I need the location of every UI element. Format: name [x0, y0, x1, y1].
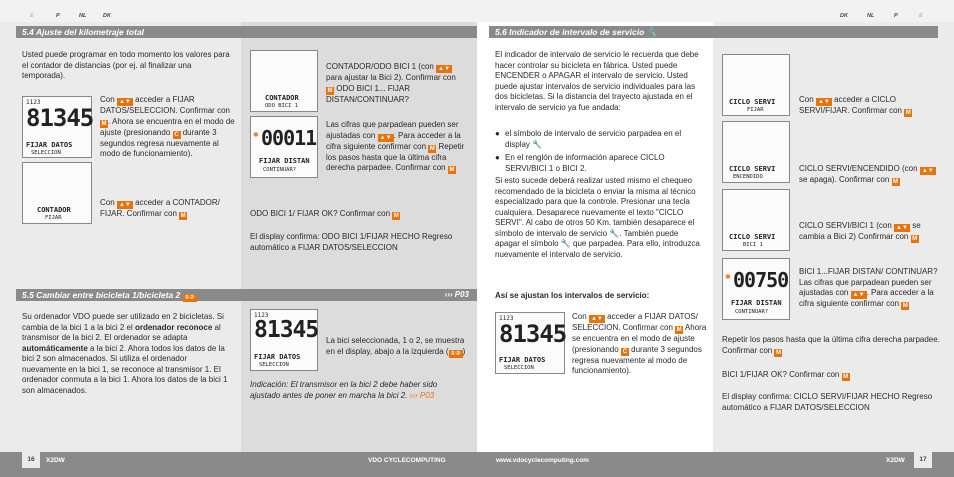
up-down-key-icon: ▲▼ — [816, 98, 832, 106]
up-down-key-icon: ▲▼ — [894, 224, 910, 232]
lcd-display: ✱ 00750 FIJAR DISTAN CONTINUAR? — [722, 258, 790, 320]
model-name: X2DW — [46, 457, 65, 464]
page-number: 17 — [914, 452, 932, 468]
m-key-icon: M — [912, 236, 918, 242]
lcd-display: 1123 81345 FIJAR DATOS SELECCION — [495, 312, 565, 374]
blink-indicator-icon: ✱ — [725, 274, 731, 281]
step-text: Con ▲▼ acceder a CONTADOR/ FIJAR. Confirmar con M — [100, 198, 220, 219]
lang-tab: P — [894, 13, 898, 19]
bike-select-key-icon: ①② — [450, 350, 461, 357]
model-name: X2DW — [886, 457, 905, 464]
lcd-display: CICLO SERVI BICI 1 — [722, 189, 790, 251]
lang-tab: P — [56, 13, 60, 19]
lang-tab: DK — [840, 13, 848, 19]
up-down-key-icon: ▲▼ — [378, 134, 394, 142]
lcd-display: CONTADOR ODO BICI 1 — [250, 50, 318, 112]
intro-text: Usted puede programar en todo momento los valores para el contador de distancias (por ej. al finalizar una temporada). — [22, 50, 230, 80]
confirm-text: El display confirma: ODO BICI 1/FIJAR HECHO Regreso automático a FIJAR DATOS/SELECCION — [250, 232, 453, 252]
step-text: CICLO SERVI/BICI 1 (con ▲▼ se cambia a Bici 2) Confirmar con M — [799, 221, 921, 242]
page-number: 16 — [22, 452, 40, 468]
step-text: CICLO SERVI/ENCENDIDO (con ▲▼ se apaga). Confirmar con M — [799, 164, 944, 186]
m-key-icon: M — [843, 374, 849, 380]
m-key-icon: M — [676, 327, 682, 333]
m-key-icon: M — [902, 303, 908, 309]
section-title-5-6: 5.6 Indicador de intervalo de servicio 🔧 — [489, 26, 938, 38]
m-key-icon: M — [893, 179, 898, 185]
up-down-key-icon: ▲▼ — [851, 291, 867, 299]
right-page — [477, 22, 954, 474]
lang-tab: NL — [79, 13, 87, 19]
wrench-icon: 🔧 — [532, 139, 543, 149]
note-text: Indicación: El transmisor en la bici 2 debe haber sido ajustado antes de poner en marcha la bici 2. ››› P03 — [250, 380, 438, 400]
lcd-display: CONTADOR FIJAR — [22, 162, 92, 224]
lang-tab: DK — [103, 13, 111, 19]
lcd-display: 1123 81345 FIJAR DATOS SELECCION — [22, 96, 92, 158]
step-text: BICI 1...FIJAR DISTAN/ CONTINUAR? Las cifras que parpadean pueden ser ajustadas con ▲▼ . Para acceder a la cifra siguiente confirmar con M — [799, 267, 938, 309]
up-down-key-icon: ▲▼ — [117, 98, 133, 106]
blink-indicator-icon: ✱ — [253, 132, 259, 139]
step-text: BICI 1/FIJAR OK? Confirmar con M — [722, 370, 849, 380]
step-text: Con ▲▼ acceder a FIJAR DATOS/ SELECCION. Confirmar con M Ahora se encuentra en el modo de ajuste (presionando C durante 3 segundos regresa nuevamente al modo de funcionamiento). — [572, 312, 707, 375]
wrench-icon: 🔧 — [560, 239, 571, 248]
lcd-display: 1123 81345 FIJAR DATOS SELECCION — [250, 309, 318, 371]
body-text: Su ordenador VDO puede ser utilizado en 2 bicicletas. Si cambia de la bici 1 a la bici 2 el ordenador reconoce al transmisor de la bici 2. El ordenador se adapta automáticamente a la bici 2. Ahora todos los datos de la bici 2 son almacenados. Si utiliza el ordenador nuevamente en la bici 1, se reconoce al transmisor 1. El ordenador conmuta a la bici 1. Ahora los datos de la bici 1 son almacenados. — [22, 312, 228, 395]
confirm-text: El display confirma: CICLO SERVI/FIJAR HECHO Regreso automático a FIJAR DATOS/SELECCION — [722, 392, 933, 412]
body-text: La bici seleccionada, 1 o 2, se muestra en el display, abajo a la izquierda ( ①② ) — [326, 336, 466, 357]
lang-tab: E — [919, 13, 923, 19]
wrench-icon: 🔧 — [646, 27, 658, 37]
m-key-icon: M — [180, 213, 186, 219]
bullet-item: ● En el renglón de información aparece CICLO SERVI/BICI 1 o BICI 2. — [495, 153, 665, 173]
step-text: Con ▲▼ acceder a FIJAR DATOS/SELECCION. Confirmar con M . Ahora se encuentra en el modo de ajuste (presionando C durante 3 segundos regresa nuevamente al modo de funcionamiento). — [100, 95, 235, 158]
lcd-display: CICLO SERVI FIJAR — [722, 54, 790, 116]
m-key-icon: M — [393, 213, 399, 219]
m-key-icon: M — [905, 110, 911, 116]
page-reference: ››› P03 — [444, 290, 469, 299]
brand-name: VDO CYCLECOMPUTING — [368, 457, 446, 464]
subheading: Así se ajustan los intervalos de servicio: — [495, 291, 650, 300]
up-down-key-icon: ▲▼ — [589, 315, 605, 323]
step-text: Repetir los pasos hasta que la última cifra derecha parpadee. Confirmar con M — [722, 335, 940, 356]
body-text: Si esto sucede deberá realizar usted mismo el chequeo recomendado de la bicicleta o enviar la misma al técnico especializado para que la controle. Presionar una tecla cualquiera. Desaparece nuevamente el texto "CICLO SERVI". Al cabo de otros 50 Km. también desaparece el símbolo de intervalo de servicio 🔧. También puede apagar el símbolo 🔧 que parpadea. Para ello, introduzca nuevamente el intervalo de servicio. — [495, 176, 700, 259]
m-key-icon: M — [449, 167, 455, 173]
section-title-5-5: 5.5 Cambiar entre bicicleta 1/bicicleta 2 ①② ››› P03 — [16, 289, 477, 301]
up-down-key-icon: ▲▼ — [117, 201, 133, 209]
bullet-item: ● el símbolo de intervalo de servicio parpadea en el display 🔧 — [495, 129, 682, 149]
up-down-key-icon: ▲▼ — [436, 65, 452, 73]
m-key-icon: M — [101, 120, 107, 127]
m-key-icon: M — [327, 87, 333, 94]
footer-bar — [0, 452, 954, 477]
m-key-icon: M — [429, 145, 435, 152]
lang-tab: E — [30, 13, 34, 19]
left-page — [0, 22, 477, 474]
m-key-icon: M — [775, 349, 781, 356]
section-title-5-4: 5.4 Ajuste del kilometraje total — [16, 26, 477, 38]
step-text: Con ▲▼ acceder a CICLO SERVI/FIJAR. Confirmar con M — [799, 95, 911, 116]
wrench-icon: 🔧 — [609, 228, 620, 238]
bike-select-key-icon: ①② — [184, 295, 195, 301]
lcd-display: CICLO SERVI ENCENDIDO — [722, 121, 790, 183]
top-language-strip — [0, 0, 954, 22]
lang-tab: NL — [867, 13, 875, 19]
body-text: El indicador de intervalo de servicio le recuerda que debe hacer controlar su bicicleta en fábrica. Usted puede ENCENDER o APAGAR el intervalo de servicio. Usted puede ajustar intervalos de servicio individuales para las dos bicicletas. Si la distancia del trayecto ajustada en el intervalo de servicio ya fue andada: — [495, 50, 699, 112]
step-text: ODO BICI 1/ FIJAR OK? Confirmar con M — [250, 209, 399, 219]
lcd-display: ✱ 00011 FIJAR DISTAN CONTINUAR? — [250, 116, 318, 178]
c-key-icon: C — [174, 131, 179, 138]
c-key-icon: C — [622, 348, 628, 355]
up-down-key-icon: ▲▼ — [920, 167, 936, 175]
step-text: CONTADOR/ODO BICI 1 (con ▲▼ para ajustar la Bici 2). Confirmar con M ODO BICI 1... FIJAR DISTAN/CONTINUAR? — [326, 62, 456, 104]
step-text: Las cifras que parpadean pueden ser ajustadas con ▲▼ . Para acceder a la cifra siguiente confirmar con M Repetir los pasos hasta que la última cifra derecha parpadee. Confirmar con M — [326, 120, 465, 173]
website-url: www.vdocyclecomputing.com — [496, 457, 589, 464]
